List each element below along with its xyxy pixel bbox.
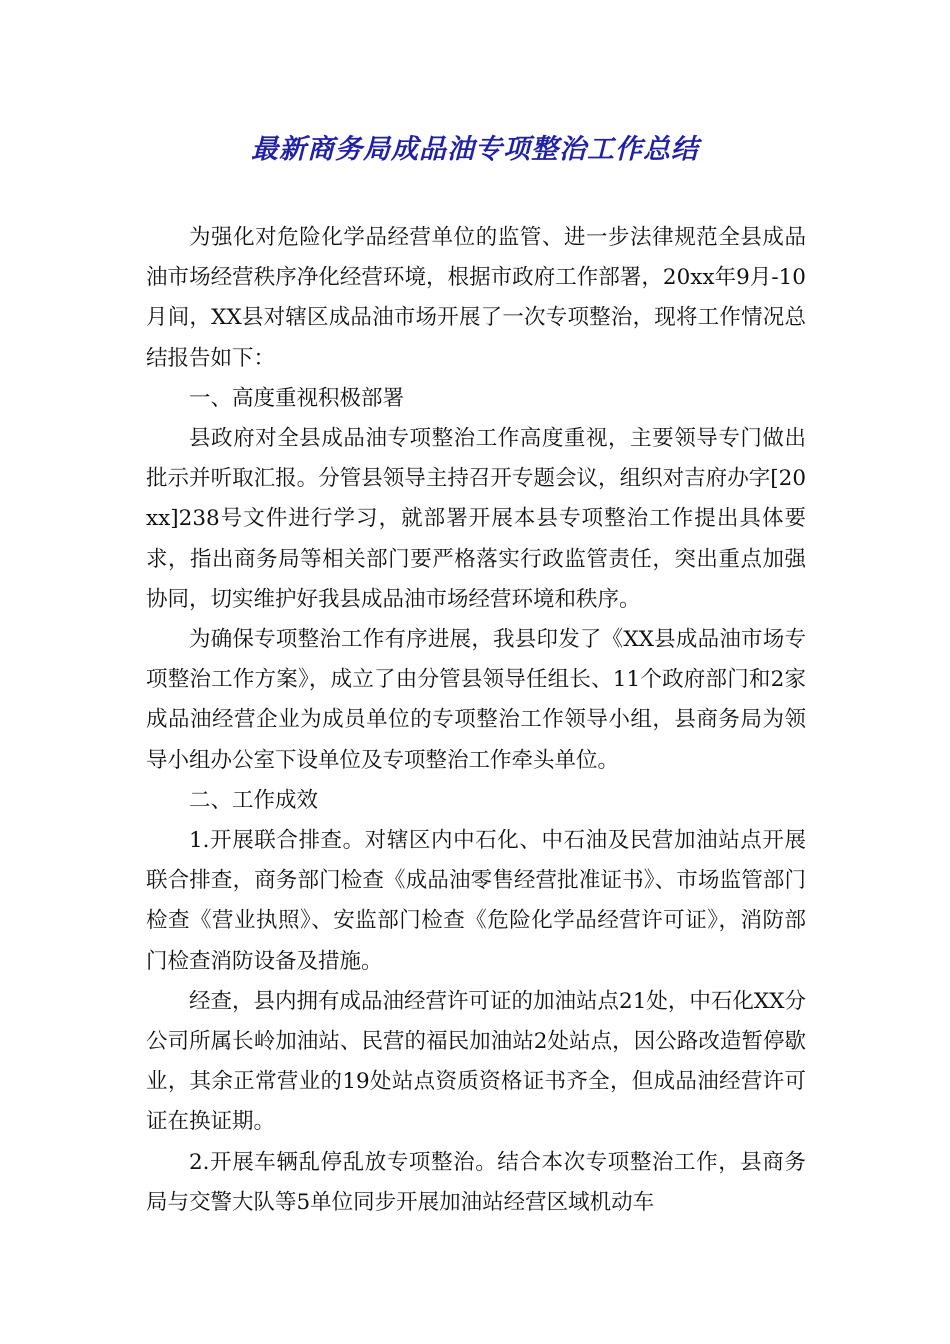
section-heading-1: 一、高度重视积极部署 [189,385,405,411]
document-body [146,218,806,1223]
document-title: 最新商务局成品油专项整治工作总结 [251,134,699,165]
paragraph-joint-inspection: 1.开展联合排查。对辖区内中石化、中石油及民营加油站点开展联合排查，商务部门检查《成品油零售经营批准证书》、市场监管部门检查《营业执照》、安监部门检查《危险化学品经营许可证》，消防部门检查消防设备及措施。 [146,828,806,974]
section-heading-2: 二、工作成效 [189,787,319,813]
paragraph-leadership: 县政府对全县成品油专项整治工作高度重视，主要领导专门做出批示并听取汇报。分管县领导主持召开专题会议，组织对吉府办字[20xx]238号文件进行学习，就部署开展本县专项整治工作提出具体要求，指出商务局等相关部门要严格落实行政监管责任，突出重点加强协同，切实维护好我县成品油市场经营环境和秩序。 [146,426,806,612]
paragraph-intro: 为强化对危险化学品经营单位的监管、进一步法律规范全县成品油市场经营秩序净化经营环境，根据市政府工作部署，20xx年9月-10月间，XX县对辖区成品油市场开展了一次专项整治，现将工作情况总结报告如下： [146,225,806,371]
paragraph-plan: 为确保专项整治工作有序进展，我县印发了《XX县成品油市场专项整治工作方案》，成立了由分管县领导任组长、11个政府部门和2家成品油经营企业为成员单位的专项整治工作领导小组，县商务局为领导小组办公室下设单位及专项整治工作牵头单位。 [146,627,806,773]
paragraph-findings: 经查，县内拥有成品油经营许可证的加油站点21处，中石化XX分公司所属长岭加油站、民营的福民加油站2处站点，因公路改造暂停歇业，其余正常营业的19处站点资质资格证书齐全，但成品油经营许可证在换证期。 [146,988,806,1135]
paragraph-parking: 2.开展车辆乱停乱放专项整治。结合本次专项整治工作，县商务局与交警大队等5单位同步开展加油站经营区域机动车 [146,1149,806,1215]
